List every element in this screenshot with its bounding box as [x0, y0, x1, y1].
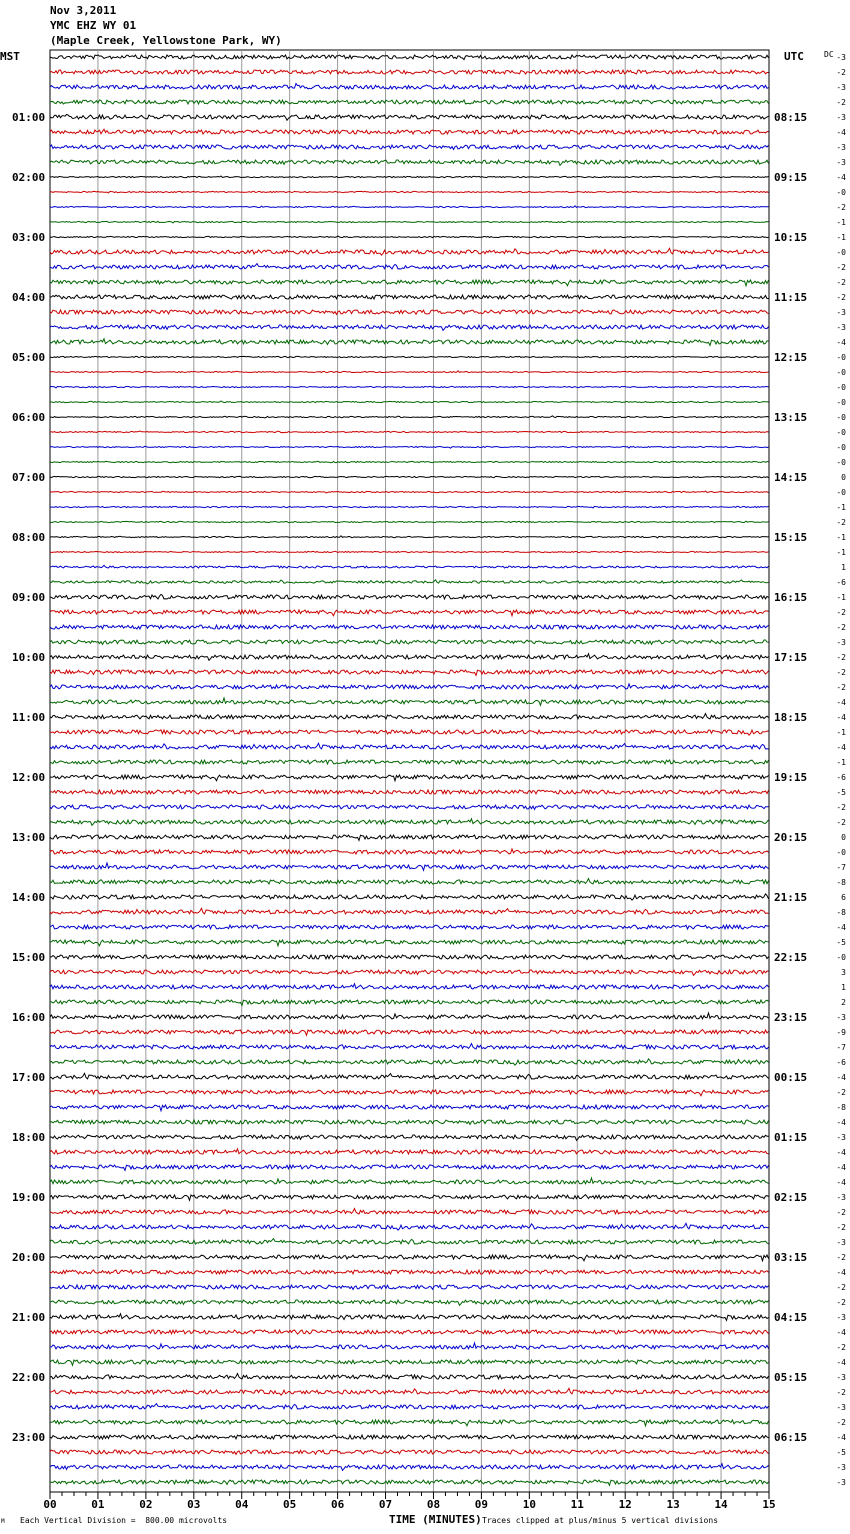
dc-offset-value: -4: [836, 923, 846, 932]
mst-hour-label: 04:00: [12, 291, 46, 304]
seismic-trace: [50, 610, 769, 616]
x-tick-label: 09: [474, 1498, 489, 1511]
dc-offset-value: -2: [836, 278, 846, 287]
dc-offset-value: -3: [836, 53, 846, 62]
dc-offset-value: -1: [836, 593, 846, 602]
mst-hour-label: 20:00: [12, 1251, 46, 1264]
seismic-trace: [50, 1030, 769, 1036]
dc-offset-value: -2: [836, 518, 846, 527]
seismic-trace: [50, 1105, 769, 1111]
x-tick-label: 15: [762, 1498, 776, 1511]
seismic-trace: [50, 760, 769, 764]
dc-offset-value: -9: [836, 1028, 846, 1037]
seismic-trace: [50, 551, 769, 552]
x-tick-label: 00: [43, 1498, 57, 1511]
seismic-trace: [50, 536, 769, 538]
seismic-trace: [50, 1270, 769, 1274]
dc-offset-value: -3: [836, 1193, 846, 1202]
mst-hour-label: 19:00: [12, 1191, 46, 1204]
seismic-trace: [50, 1314, 769, 1321]
utc-hour-label: 22:15: [774, 951, 808, 964]
seismic-trace: [50, 1300, 769, 1305]
dc-offset-value: -2: [836, 1343, 846, 1352]
utc-hour-label: 19:15: [774, 771, 808, 784]
seismic-trace: [50, 970, 769, 975]
seismic-trace: [50, 835, 769, 840]
seismic-trace: [50, 1480, 769, 1485]
dc-offset-value: -4: [836, 1178, 846, 1187]
dc-offset-value: -2: [836, 293, 846, 302]
dc-offset-value: -2: [836, 1208, 846, 1217]
seismic-trace: [50, 1165, 769, 1170]
dc-offset-value: -0: [836, 428, 846, 437]
seismic-trace: [50, 416, 769, 418]
clip-note: Traces clipped at plus/minus 5 vertical divisions: [482, 1516, 719, 1525]
seismic-trace: [50, 280, 769, 286]
dc-offset-value: -0: [836, 353, 846, 362]
mst-hour-label: 16:00: [12, 1011, 46, 1024]
seismic-trace: [50, 743, 769, 749]
seismic-trace: [50, 115, 769, 121]
seismic-trace: [50, 1330, 769, 1334]
x-tick-label: 03: [187, 1498, 201, 1511]
dc-offset-value: 1: [841, 983, 846, 992]
mst-hour-label: 21:00: [12, 1311, 46, 1324]
seismic-trace: [50, 698, 769, 705]
dc-offset-value: -2: [836, 98, 846, 107]
time-axis: [43, 1492, 775, 1511]
dc-offset-value: -0: [836, 458, 846, 467]
x-tick-label: 05: [283, 1498, 297, 1511]
seismic-trace: [50, 908, 769, 914]
seismic-trace: [50, 1195, 769, 1201]
dc-offset-value: -0: [836, 953, 846, 962]
dc-offset-value: -8: [836, 908, 846, 917]
seismic-trace: [50, 670, 769, 675]
dc-offset-value: -3: [836, 1238, 846, 1247]
seismic-trace: [50, 401, 769, 403]
dc-offset-value: -8: [836, 878, 846, 887]
seismic-trace: [50, 1013, 769, 1019]
utc-hour-label: 21:15: [774, 891, 808, 904]
seismic-trace: [50, 1404, 769, 1409]
seismic-trace: [50, 1435, 769, 1439]
seismic-trace: [50, 248, 769, 255]
dc-offset-value: -0: [836, 413, 846, 422]
dc-offset-labels: [836, 53, 846, 1487]
seismic-trace: [50, 191, 769, 193]
x-axis-title: TIME (MINUTES): [389, 1513, 482, 1526]
seismic-trace: [50, 565, 769, 568]
dc-offset-value: -1: [836, 548, 846, 557]
dc-offset-value: -0: [836, 488, 846, 497]
seismic-trace: [50, 145, 769, 149]
seismic-trace: [50, 84, 769, 89]
dc-label: DC: [824, 50, 834, 59]
utc-hour-label: 08:15: [774, 111, 808, 124]
utc-hour-label: 03:15: [774, 1251, 808, 1264]
utc-hour-label: 02:15: [774, 1191, 808, 1204]
utc-hour-label: 16:15: [774, 591, 808, 604]
dc-offset-value: -2: [836, 1283, 846, 1292]
dc-offset-value: -3: [836, 1313, 846, 1322]
seismic-trace: [50, 1135, 769, 1140]
seismic-trace: [50, 1059, 769, 1065]
seismic-trace: [50, 1120, 769, 1124]
utc-hour-label: 15:15: [774, 531, 808, 544]
seismic-trace: [50, 1149, 769, 1155]
seismic-trace: [50, 805, 769, 809]
dc-offset-value: -3: [836, 143, 846, 152]
seismic-trace: [50, 1388, 769, 1395]
dc-offset-value: -4: [836, 1268, 846, 1277]
seismic-trace: [50, 431, 769, 433]
x-tick-label: 11: [570, 1498, 584, 1511]
dc-offset-value: -4: [836, 1148, 846, 1157]
x-tick-label: 14: [714, 1498, 728, 1511]
dc-offset-value: -3: [836, 83, 846, 92]
seismic-trace: [50, 100, 769, 104]
mst-hour-label: 18:00: [12, 1131, 46, 1144]
dc-offset-value: -7: [836, 1043, 846, 1052]
utc-hour-label: 05:15: [774, 1371, 808, 1384]
dc-offset-value: -2: [836, 1388, 846, 1397]
dc-offset-value: -2: [836, 653, 846, 662]
seismic-trace: [50, 521, 769, 523]
dc-offset-value: 0: [841, 833, 846, 842]
dc-offset-value: 6: [841, 893, 846, 902]
dc-offset-value: -2: [836, 68, 846, 77]
seismic-trace: [50, 1073, 769, 1079]
dc-offset-value: -6: [836, 773, 846, 782]
seismic-trace: [50, 339, 769, 346]
mst-hour-label: 22:00: [12, 1371, 46, 1384]
mst-label: MST: [0, 50, 20, 63]
seismic-trace: [50, 1239, 769, 1244]
dc-offset-value: -3: [836, 323, 846, 332]
dc-offset-value: -2: [836, 263, 846, 272]
mst-hour-label: 07:00: [12, 471, 46, 484]
mst-hour-label: 02:00: [12, 171, 46, 184]
seismic-trace: [50, 625, 769, 629]
dc-offset-value: -2: [836, 1223, 846, 1232]
seismic-trace: [50, 1044, 769, 1049]
utc-hour-label: 12:15: [774, 351, 808, 364]
seismic-trace: [50, 594, 769, 599]
mst-hour-label: 17:00: [12, 1071, 46, 1084]
dc-offset-value: -1: [836, 728, 846, 737]
dc-offset-value: -1: [836, 218, 846, 227]
dc-offset-value: 0: [841, 473, 846, 482]
seismic-trace: [50, 730, 769, 735]
dc-offset-value: -3: [836, 1013, 846, 1022]
dc-offset-value: -2: [836, 818, 846, 827]
dc-offset-value: -0: [836, 368, 846, 377]
dc-offset-value: -1: [836, 533, 846, 542]
utc-hour-labels: [774, 111, 807, 1444]
dc-offset-value: -4: [836, 338, 846, 347]
seismic-trace: [50, 129, 769, 134]
seismic-trace: [50, 684, 769, 689]
dc-offset-value: -2: [836, 1253, 846, 1262]
dc-offset-value: -0: [836, 188, 846, 197]
dc-offset-value: -8: [836, 1103, 846, 1112]
seismic-trace: [50, 371, 769, 373]
dc-offset-value: -4: [836, 743, 846, 752]
x-tick-label: 13: [666, 1498, 680, 1511]
dc-offset-value: -0: [836, 848, 846, 857]
seismic-trace: [50, 1285, 769, 1289]
seismic-trace: [50, 849, 769, 854]
mst-hour-label: 13:00: [12, 831, 46, 844]
mst-hour-label: 10:00: [12, 651, 46, 664]
dc-offset-value: -3: [836, 1373, 846, 1382]
dc-offset-value: 2: [841, 998, 846, 1007]
dc-offset-value: -3: [836, 158, 846, 167]
seismic-trace: [50, 654, 769, 661]
trace-group: [50, 55, 769, 1485]
seismic-trace: [50, 295, 769, 299]
seismic-trace: [50, 1255, 769, 1261]
seismic-trace: [50, 1209, 769, 1214]
mst-hour-labels: [12, 111, 45, 1444]
seismic-trace: [50, 940, 769, 946]
dc-offset-value: -0: [836, 383, 846, 392]
dc-offset-value: -5: [836, 1448, 846, 1457]
plot-date: Nov 3,2011: [50, 4, 117, 17]
utc-hour-label: 20:15: [774, 831, 808, 844]
dc-offset-value: -2: [836, 668, 846, 677]
dc-offset-value: -4: [836, 173, 846, 182]
seismic-trace: [50, 580, 769, 584]
dc-offset-value: -2: [836, 803, 846, 812]
x-tick-label: 01: [91, 1498, 105, 1511]
seismic-trace: [50, 176, 769, 178]
seismic-trace: [50, 863, 769, 870]
seismic-trace: [50, 386, 769, 388]
dc-offset-value: -3: [836, 1478, 846, 1487]
seismic-trace: [50, 1090, 769, 1096]
utc-hour-label: 14:15: [774, 471, 808, 484]
x-tick-label: 02: [139, 1498, 153, 1511]
seismic-trace: [50, 491, 769, 493]
x-tick-label: 12: [618, 1498, 632, 1511]
seismic-trace: [50, 1178, 769, 1184]
seismic-trace: [50, 506, 769, 508]
dc-offset-value: -4: [836, 1433, 846, 1442]
mst-hour-label: 01:00: [12, 111, 46, 124]
mst-hour-label: 23:00: [12, 1431, 46, 1444]
seismic-trace: [50, 476, 769, 477]
utc-hour-label: 01:15: [774, 1131, 808, 1144]
seismic-trace: [50, 879, 769, 884]
seismic-trace: [50, 1450, 769, 1454]
scale-note: Each Vertical Division = 800.00 microvolts: [20, 1516, 228, 1525]
dc-offset-value: -4: [836, 1328, 846, 1337]
dc-offset-value: -1: [836, 503, 846, 512]
seismic-trace: [50, 325, 769, 330]
dc-offset-value: -4: [836, 713, 846, 722]
seismic-trace: [50, 819, 769, 826]
seismic-trace: [50, 1000, 769, 1005]
x-tick-label: 08: [426, 1498, 441, 1511]
seismic-trace: [50, 955, 769, 959]
dc-offset-value: -2: [836, 623, 846, 632]
dc-offset-value: -4: [836, 1073, 846, 1082]
seismic-trace: [50, 984, 769, 990]
utc-hour-label: 00:15: [774, 1071, 808, 1084]
dc-offset-value: -2: [836, 683, 846, 692]
mst-hour-label: 11:00: [12, 711, 46, 724]
dc-offset-value: -0: [836, 443, 846, 452]
dc-offset-value: -6: [836, 1058, 846, 1067]
dc-offset-value: -3: [836, 638, 846, 647]
seismic-trace: [50, 356, 769, 357]
dc-offset-value: -3: [836, 308, 846, 317]
seismic-trace: [50, 1343, 769, 1349]
seismic-trace: [50, 160, 769, 165]
dc-offset-value: -0: [836, 248, 846, 257]
dc-offset-value: -2: [836, 608, 846, 617]
mst-hour-label: 09:00: [12, 591, 46, 604]
dc-offset-value: -3: [836, 1463, 846, 1472]
seismic-trace: [50, 1360, 769, 1366]
dc-offset-value: -1: [836, 233, 846, 242]
dc-offset-value: -2: [836, 1088, 846, 1097]
dc-offset-value: 3: [841, 968, 846, 977]
utc-hour-label: 11:15: [774, 291, 808, 304]
utc-hour-label: 10:15: [774, 231, 808, 244]
dc-offset-value: -2: [836, 1298, 846, 1307]
seismic-trace: [50, 1420, 769, 1426]
mst-hour-label: 14:00: [12, 891, 46, 904]
seismic-trace: [50, 1464, 769, 1471]
seismic-trace: [50, 714, 769, 719]
dc-offset-value: -4: [836, 1358, 846, 1367]
seismic-trace: [50, 790, 769, 794]
dc-offset-value: -4: [836, 1163, 846, 1172]
utc-label: UTC: [784, 50, 804, 63]
seismic-trace: [50, 925, 769, 929]
x-tick-label: 10: [522, 1498, 536, 1511]
seismic-trace: [50, 775, 769, 781]
dc-offset-value: -0: [836, 398, 846, 407]
dc-offset-value: 1: [841, 563, 846, 572]
utc-hour-label: 13:15: [774, 411, 808, 424]
seismic-trace: [50, 1223, 769, 1230]
x-tick-label: 04: [235, 1498, 249, 1511]
mst-hour-label: 03:00: [12, 231, 46, 244]
seismic-trace: [50, 236, 769, 238]
mst-hour-label: 08:00: [12, 531, 46, 544]
mst-hour-label: 05:00: [12, 351, 46, 364]
seismic-trace: [50, 894, 769, 900]
dc-offset-value: -3: [836, 113, 846, 122]
dc-offset-value: -2: [836, 203, 846, 212]
seismic-trace: [50, 70, 769, 74]
utc-hour-label: 06:15: [774, 1431, 808, 1444]
dc-offset-value: -4: [836, 698, 846, 707]
mst-hour-label: 12:00: [12, 771, 46, 784]
seismic-trace: [50, 310, 769, 314]
seismic-trace: [50, 206, 769, 208]
utc-hour-label: 17:15: [774, 651, 808, 664]
seismic-trace: [50, 55, 769, 60]
x-tick-label: 06: [330, 1498, 345, 1511]
seismic-trace: [50, 221, 769, 223]
seismic-trace: [50, 640, 769, 644]
station-location: (Maple Creek, Yellowstone Park, WY): [50, 34, 282, 47]
seismic-trace: [50, 446, 769, 448]
dc-offset-value: -7: [836, 863, 846, 872]
station-code: YMC EHZ WY 01: [50, 19, 137, 32]
dc-offset-value: -4: [836, 128, 846, 137]
corner-mark: M: [1, 1518, 5, 1525]
dc-offset-value: -4: [836, 1118, 846, 1127]
seismic-trace: [50, 1374, 769, 1379]
seismic-trace: [50, 264, 769, 269]
utc-hour-label: 23:15: [774, 1011, 808, 1024]
utc-hour-label: 04:15: [774, 1311, 808, 1324]
dc-offset-value: -1: [836, 758, 846, 767]
mst-hour-label: 15:00: [12, 951, 46, 964]
utc-hour-label: 18:15: [774, 711, 808, 724]
dc-offset-value: -5: [836, 788, 846, 797]
seismic-trace: [50, 461, 769, 462]
dc-offset-value: -6: [836, 578, 846, 587]
dc-offset-value: -2: [836, 1418, 846, 1427]
dc-offset-value: -3: [836, 1403, 846, 1412]
x-tick-label: 07: [378, 1498, 393, 1511]
dc-offset-value: -3: [836, 1133, 846, 1142]
mst-hour-label: 06:00: [12, 411, 46, 424]
dc-offset-value: -5: [836, 938, 846, 947]
utc-hour-label: 09:15: [774, 171, 808, 184]
